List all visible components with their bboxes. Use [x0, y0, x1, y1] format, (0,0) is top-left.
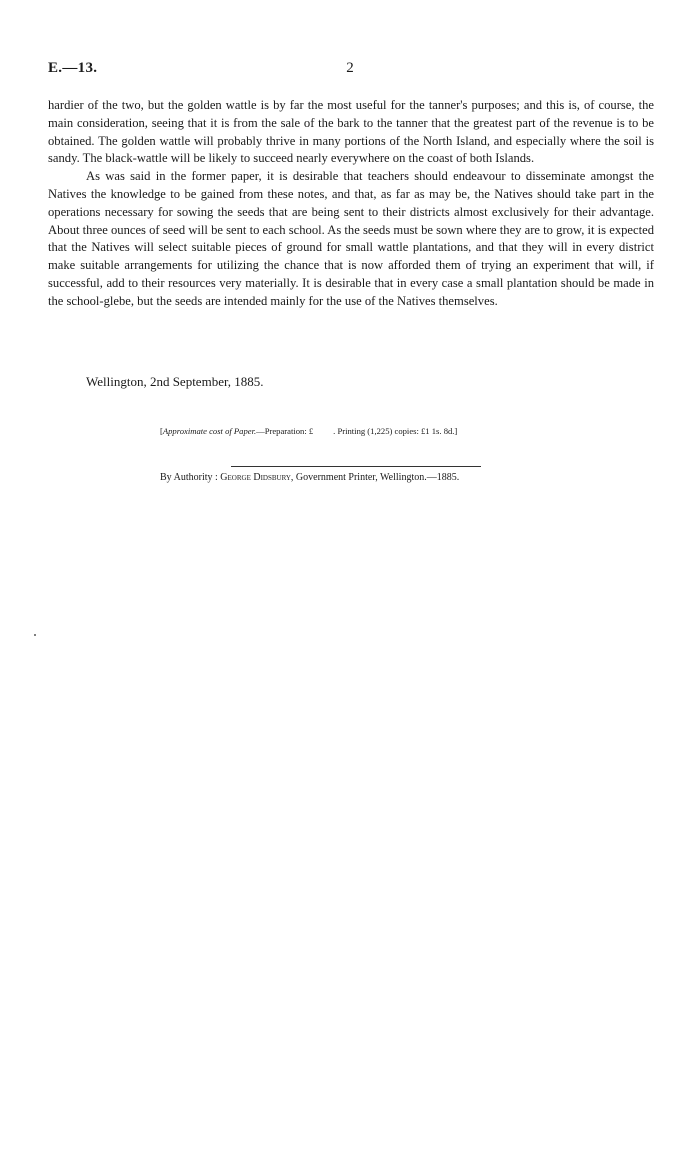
page-number: 2 — [346, 60, 354, 76]
cost-note-open: [ — [160, 426, 163, 436]
authority-prefix: By Authority : — [160, 472, 221, 483]
page-header — [48, 60, 652, 80]
authority-suffix: , Government Printer, Wellington.—1885. — [290, 472, 460, 483]
scan-speck — [34, 634, 36, 636]
printer-authority — [160, 472, 459, 483]
document-reference: E.—13. — [48, 60, 98, 76]
printer-name: George Didsbury — [220, 472, 291, 483]
body-text — [48, 97, 654, 311]
dateline: Wellington, 2nd September, 1885. — [86, 374, 264, 389]
cost-note-printing: . Printing (1,225) copies: £1 1s. 8d.] — [333, 426, 458, 436]
cost-note-italic: Approximate cost of Paper. — [162, 426, 257, 436]
cost-note-preparation: —Preparation: £ — [256, 426, 314, 436]
paragraph-2: As was said in the former paper, it is desirable that teachers should endeavour to disseminate amongst the Natives the knowledge to be gained from these notes, and that, as far as may be, the Natives should take part in the operations necessary for sowing the seeds that are being sent to their districts almost exclusively for their advantage. About three ounces of seed will be sent to each school. As the seeds must be sown where they are to grow, it is expected that the Natives will select suitable pieces of ground for small wattle plantations, and that they will in every district make suitable arrangements for utilizing the chance that is now afforded them of trying an experiment that will, if successful, add to their resources very materially. It is desirable that in every case a small plantation should be made in the school-glebe, but the seeds are intended mainly for the use of the Natives themselves. — [48, 169, 654, 308]
divider-rule — [231, 466, 481, 467]
paragraph-1: hardier of the two, but the golden wattle is by far the most useful for the tanner's purposes; and this is, of course, the main consideration, seeing that it is from the sale of the bark to the tanner that the greatest part of the revenue is to be obtained. The golden wattle will probably thrive in many portions of the North Island, and especially where the soil is sandy. The black-wattle will be likely to succeed nearly everywhere on the coast of both Islands. — [48, 98, 654, 166]
cost-note — [160, 426, 457, 436]
